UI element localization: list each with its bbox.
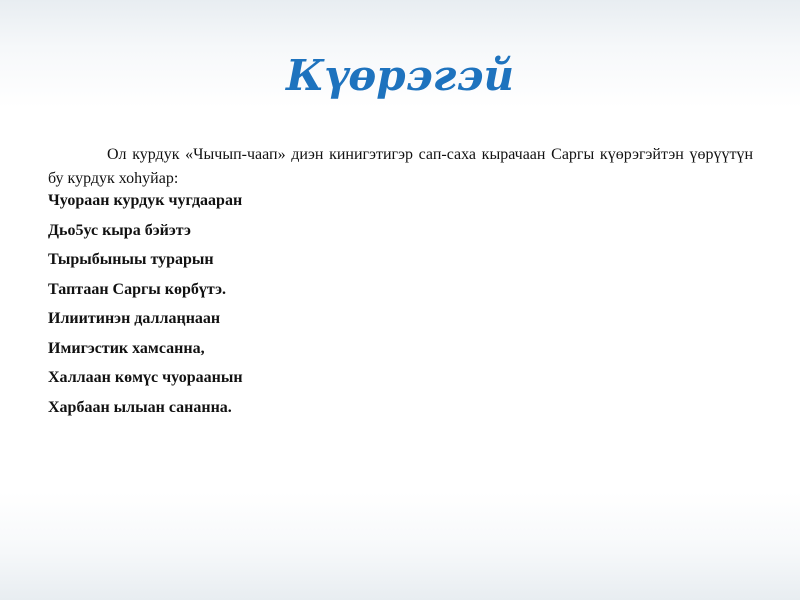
intro-paragraph: Ол курдук «Чычып-чаап» диэн кинигэтигэр сап-саха кырачаан Саргы күөрэгэйтэн үөрүүтүн бу курдук хоһуйар: (48, 146, 753, 187)
verse-line: Имигэстик хамсанна, (48, 339, 205, 357)
slide-title: Күөрэгэй (286, 51, 514, 100)
verse-list (48, 193, 753, 416)
verse-line: Таптаан Саргы көрбүтэ. (48, 280, 227, 298)
verse-line: Илиитинэн даллаңнаан (48, 310, 221, 327)
verse-line: Харбаан ылыан сананна. (48, 398, 232, 416)
verse-line: Чуораан курдук чугдааран (48, 192, 243, 209)
verse-line: Халлаан көмүс чуорaанын (48, 369, 243, 386)
verse-line: Тырыбыныы турарын (48, 251, 214, 268)
slide-body (48, 140, 753, 416)
verse-line: Дьо5ус кыра бэйэтэ (48, 221, 191, 239)
